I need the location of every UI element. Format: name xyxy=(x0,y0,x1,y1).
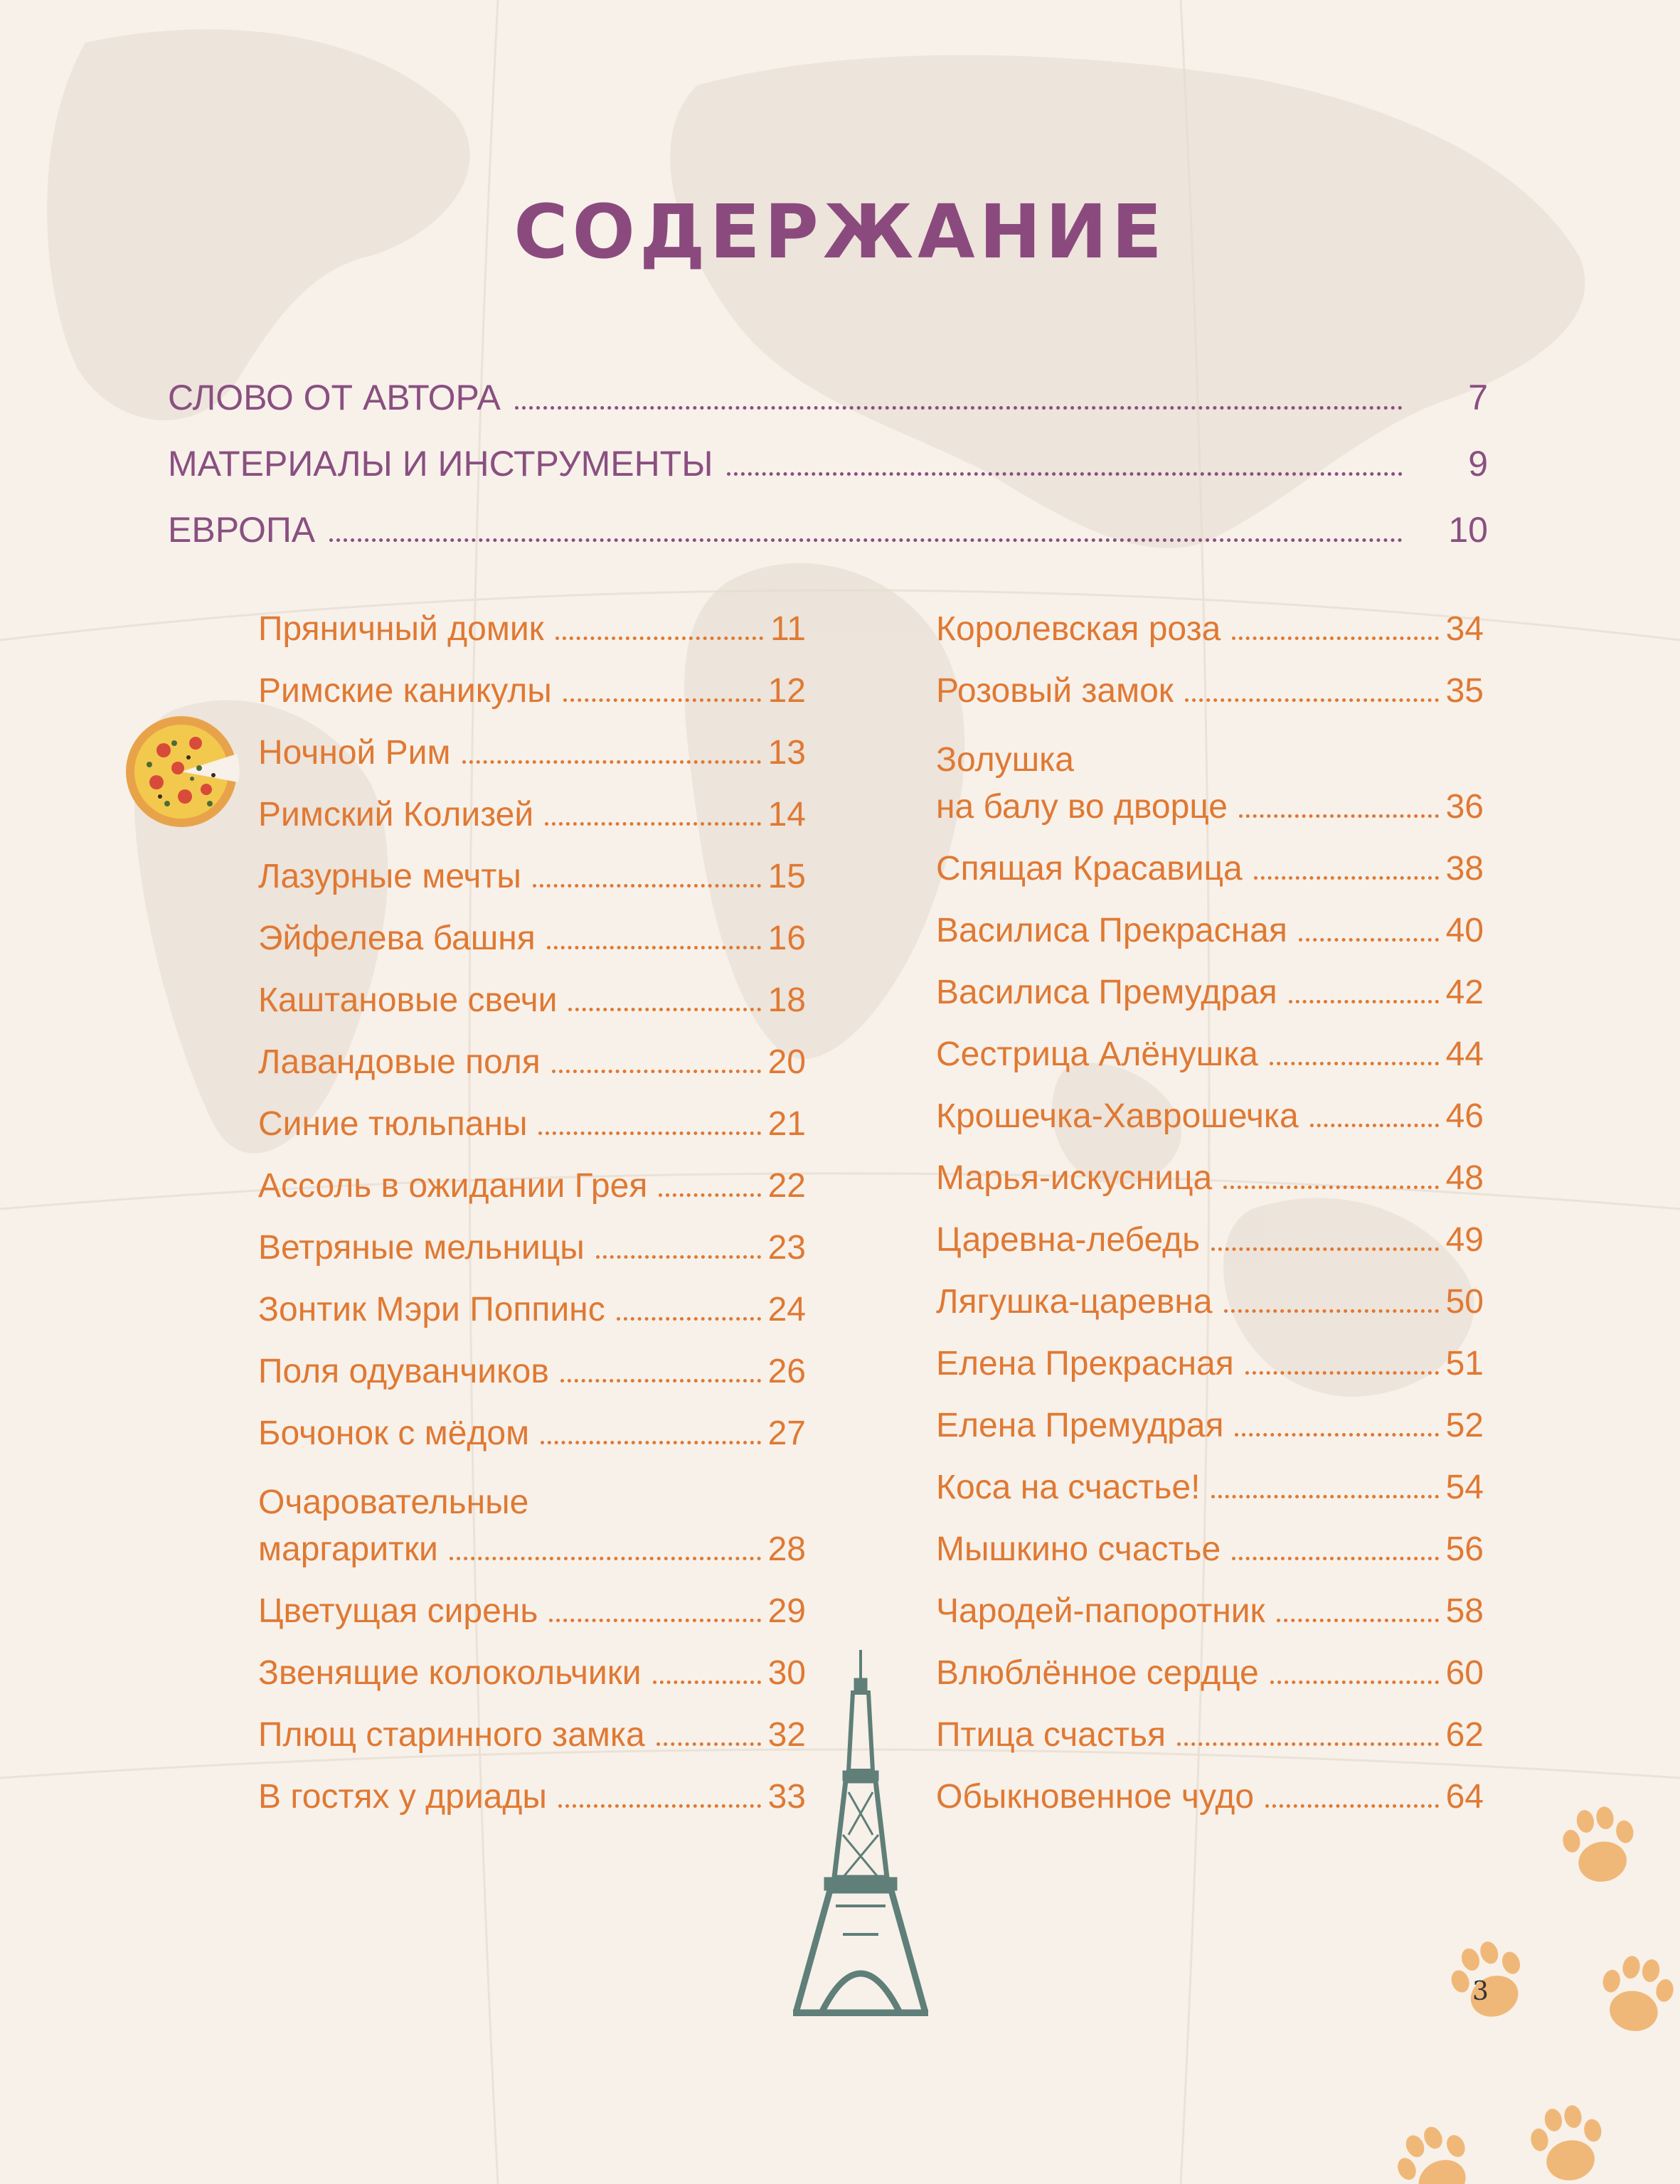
entry-page: 56 xyxy=(1445,1530,1484,1568)
toc-entry[interactable] xyxy=(258,1777,806,1839)
leader-dots xyxy=(568,1008,760,1011)
toc-left-column xyxy=(258,609,806,1839)
leader-dots xyxy=(558,1804,761,1808)
leader-dots xyxy=(1177,1742,1439,1746)
entry-label: Лазурные мечты xyxy=(258,858,521,895)
entry-page: 48 xyxy=(1445,1159,1484,1197)
toc-entry[interactable] xyxy=(258,1352,806,1414)
toc-entry[interactable] xyxy=(258,609,806,671)
entry-label: Сестрица Алёнушка xyxy=(936,1035,1258,1073)
entry-label: Птица счастья xyxy=(936,1716,1166,1754)
entry-label: Синие тюльпаны xyxy=(258,1105,528,1143)
entry-page: 22 xyxy=(767,1167,806,1205)
entry-page: 38 xyxy=(1445,850,1484,888)
entry-page: 42 xyxy=(1445,974,1484,1011)
entry-label-line1: Очаровательные xyxy=(258,1483,529,1521)
entry-label: Спящая Красавица xyxy=(936,850,1243,888)
toc-entry[interactable] xyxy=(936,1158,1484,1220)
toc-section[interactable] xyxy=(168,443,1488,509)
toc-entry[interactable] xyxy=(258,671,806,733)
entry-label: Василиса Прекрасная xyxy=(936,912,1287,949)
toc-entry[interactable] xyxy=(936,1715,1484,1777)
leader-dots xyxy=(1232,1557,1438,1560)
toc-entry[interactable] xyxy=(936,1530,1484,1592)
entry-page: 12 xyxy=(767,672,806,710)
leader-dots xyxy=(555,636,764,640)
entry-page: 40 xyxy=(1445,912,1484,949)
entry-label: Каштановые свечи xyxy=(258,981,558,1019)
toc-entry[interactable] xyxy=(258,1414,806,1476)
leader-dots xyxy=(538,1131,760,1135)
toc-entry[interactable] xyxy=(936,1344,1484,1406)
leader-dots xyxy=(1224,1309,1439,1313)
toc-entry[interactable] xyxy=(936,1220,1484,1282)
toc-entry[interactable] xyxy=(936,1468,1484,1530)
toc-entry[interactable] xyxy=(258,1592,806,1653)
entry-page: 36 xyxy=(1445,788,1484,826)
entry-label-line1: Золушка xyxy=(936,741,1074,779)
leader-dots xyxy=(1310,1124,1439,1127)
leader-dots xyxy=(547,946,761,949)
entry-label: Плющ старинного замка xyxy=(258,1716,645,1754)
leader-dots xyxy=(656,1742,761,1746)
entry-page: 24 xyxy=(767,1291,806,1328)
page-title: СОДЕРЖАНИЕ xyxy=(514,188,1166,275)
entry-page: 35 xyxy=(1445,672,1484,710)
entry-page: 52 xyxy=(1445,1407,1484,1444)
leader-dots xyxy=(1223,1186,1438,1189)
leader-dots xyxy=(462,760,761,764)
pizza-icon xyxy=(121,711,242,832)
entry-page: 58 xyxy=(1445,1592,1484,1630)
entry-label: Ветряные мельницы xyxy=(258,1229,585,1267)
toc-entry[interactable] xyxy=(936,1653,1484,1715)
toc-entry[interactable] xyxy=(258,1715,806,1777)
entry-label: Королевская роза xyxy=(936,610,1221,648)
leader-dots xyxy=(653,1680,761,1684)
leader-dots xyxy=(1289,1000,1439,1003)
page-number: 3 xyxy=(1472,1977,1489,2006)
entry-page: 46 xyxy=(1445,1097,1484,1135)
section-page: 7 xyxy=(1468,378,1488,417)
entry-page: 14 xyxy=(767,796,806,833)
toc-entry[interactable] xyxy=(936,671,1484,733)
entry-page: 18 xyxy=(767,981,806,1019)
section-page: 9 xyxy=(1468,444,1488,484)
entry-page: 26 xyxy=(767,1353,806,1390)
entry-label: Ночной Рим xyxy=(258,734,451,772)
leader-dots xyxy=(1299,938,1439,942)
toc-entry[interactable] xyxy=(936,609,1484,671)
leader-dots xyxy=(1270,1062,1439,1065)
entry-page: 28 xyxy=(767,1530,806,1568)
toc-entry[interactable] xyxy=(258,1653,806,1715)
leader-dots xyxy=(727,472,1403,476)
leader-dots xyxy=(596,1255,761,1259)
leader-dots xyxy=(1235,1433,1438,1437)
toc-entry[interactable] xyxy=(936,1592,1484,1653)
entry-label: Розовый замок xyxy=(936,672,1174,710)
entry-label: Поля одуванчиков xyxy=(258,1353,549,1390)
entry-page: 13 xyxy=(767,734,806,772)
entry-label: Звенящие колокольчики xyxy=(258,1654,642,1692)
entry-label: Римские каникулы xyxy=(258,672,552,710)
entry-page: 15 xyxy=(767,858,806,895)
leader-dots xyxy=(549,1619,760,1622)
toc-entry[interactable] xyxy=(258,1166,806,1228)
entry-label: на балу во дворце xyxy=(936,788,1228,826)
section-label: СЛОВО ОТ АВТОРА xyxy=(168,378,501,417)
entry-page: 64 xyxy=(1445,1778,1484,1816)
leader-dots xyxy=(533,884,761,888)
entry-label: Коса на счастье! xyxy=(936,1469,1201,1506)
leader-dots xyxy=(1239,814,1439,818)
entry-label: Мышкино счастье xyxy=(936,1530,1221,1568)
entry-page: 44 xyxy=(1445,1035,1484,1073)
entry-page: 60 xyxy=(1445,1654,1484,1692)
toc-entry[interactable] xyxy=(258,1290,806,1352)
entry-label: Царевна-лебедь xyxy=(936,1221,1201,1259)
leader-dots xyxy=(1211,1495,1438,1498)
entry-label: Влюблённое сердце xyxy=(936,1654,1259,1692)
leader-dots xyxy=(560,1379,761,1383)
entry-label: В гостях у дриады xyxy=(258,1778,547,1816)
entry-label: маргаритки xyxy=(258,1530,438,1568)
section-label: ЕВРОПА xyxy=(168,510,316,550)
entry-page: 29 xyxy=(767,1592,806,1630)
entry-page: 16 xyxy=(767,920,806,957)
entry-label: Чародей-папоротник xyxy=(936,1592,1265,1630)
toc-entry[interactable] xyxy=(258,1104,806,1166)
entry-page: 21 xyxy=(767,1105,806,1143)
leader-dots xyxy=(1245,1371,1439,1375)
entry-label: Василиса Премудрая xyxy=(936,974,1277,1011)
entry-page: 51 xyxy=(1445,1345,1484,1383)
paw-print-icon xyxy=(1394,1792,1680,2184)
eiffel-tower-icon xyxy=(793,1650,928,2016)
entry-page: 49 xyxy=(1445,1221,1484,1259)
entry-page: 50 xyxy=(1445,1283,1484,1321)
leader-dots xyxy=(1211,1247,1439,1251)
entry-label: Бочонок с мёдом xyxy=(258,1415,530,1452)
entry-label: Лавандовые поля xyxy=(258,1043,541,1081)
toc-entry[interactable] xyxy=(936,911,1484,973)
entry-page: 34 xyxy=(1445,610,1484,648)
entry-label: Цветущая сирень xyxy=(258,1592,538,1630)
toc-entry[interactable] xyxy=(258,981,806,1043)
section-label: МАТЕРИАЛЫ И ИНСТРУМЕНТЫ xyxy=(168,444,713,484)
toc-entry[interactable] xyxy=(258,1228,806,1290)
leader-dots xyxy=(1232,636,1438,640)
entry-page: 11 xyxy=(770,610,806,648)
entry-label: Лягушка-царевна xyxy=(936,1283,1213,1321)
leader-dots xyxy=(1254,876,1439,880)
toc-entry[interactable] xyxy=(936,733,1484,849)
toc-entry[interactable] xyxy=(258,1476,806,1592)
toc-entry[interactable] xyxy=(936,1406,1484,1468)
entry-page: 20 xyxy=(767,1043,806,1081)
section-page: 10 xyxy=(1448,510,1488,550)
entry-label: Марья-искусница xyxy=(936,1159,1213,1197)
entry-page: 27 xyxy=(767,1415,806,1452)
leader-dots xyxy=(552,1070,761,1073)
leader-dots xyxy=(329,538,1403,542)
entry-page: 54 xyxy=(1445,1469,1484,1506)
toc-entry[interactable] xyxy=(258,919,806,981)
leader-dots xyxy=(1185,698,1439,702)
entry-label: Обыкновенное чудо xyxy=(936,1778,1255,1816)
toc-section[interactable] xyxy=(168,377,1488,443)
toc-entry[interactable] xyxy=(258,1043,806,1104)
entry-label: Ассоль в ожидании Грея xyxy=(258,1167,648,1205)
entry-page: 32 xyxy=(767,1716,806,1754)
toc-entry[interactable] xyxy=(258,857,806,919)
leader-dots xyxy=(545,822,760,826)
entry-label: Эйфелева башня xyxy=(258,920,536,957)
toc-entry[interactable] xyxy=(936,1097,1484,1158)
leader-dots xyxy=(563,698,761,702)
leader-dots xyxy=(515,406,1403,410)
leader-dots xyxy=(450,1557,761,1560)
main-sections xyxy=(168,377,1488,575)
entry-label: Пряничный домик xyxy=(258,610,544,648)
leader-dots xyxy=(1270,1680,1439,1684)
entry-page: 30 xyxy=(767,1654,806,1692)
entry-label: Крошечка-Хаврошечка xyxy=(936,1097,1299,1135)
leader-dots xyxy=(617,1317,761,1321)
toc-entry[interactable] xyxy=(936,1035,1484,1097)
toc-entry[interactable] xyxy=(258,733,806,795)
entry-label: Зонтик Мэри Поппинс xyxy=(258,1291,605,1328)
toc-right-column xyxy=(936,609,1484,1839)
leader-dots xyxy=(541,1441,760,1444)
leader-dots xyxy=(659,1193,760,1197)
entry-page: 33 xyxy=(767,1778,806,1816)
toc-entry[interactable] xyxy=(936,849,1484,911)
toc-entry[interactable] xyxy=(936,973,1484,1035)
entry-page: 23 xyxy=(767,1229,806,1267)
toc-section[interactable] xyxy=(168,509,1488,575)
entry-page: 62 xyxy=(1445,1716,1484,1754)
leader-dots xyxy=(1277,1619,1439,1622)
entry-label: Елена Премудрая xyxy=(936,1407,1224,1444)
entry-label: Римский Колизей xyxy=(258,796,534,833)
entry-label: Елена Прекрасная xyxy=(936,1345,1234,1383)
toc-entry[interactable] xyxy=(936,1282,1484,1344)
toc-entry[interactable] xyxy=(258,795,806,857)
